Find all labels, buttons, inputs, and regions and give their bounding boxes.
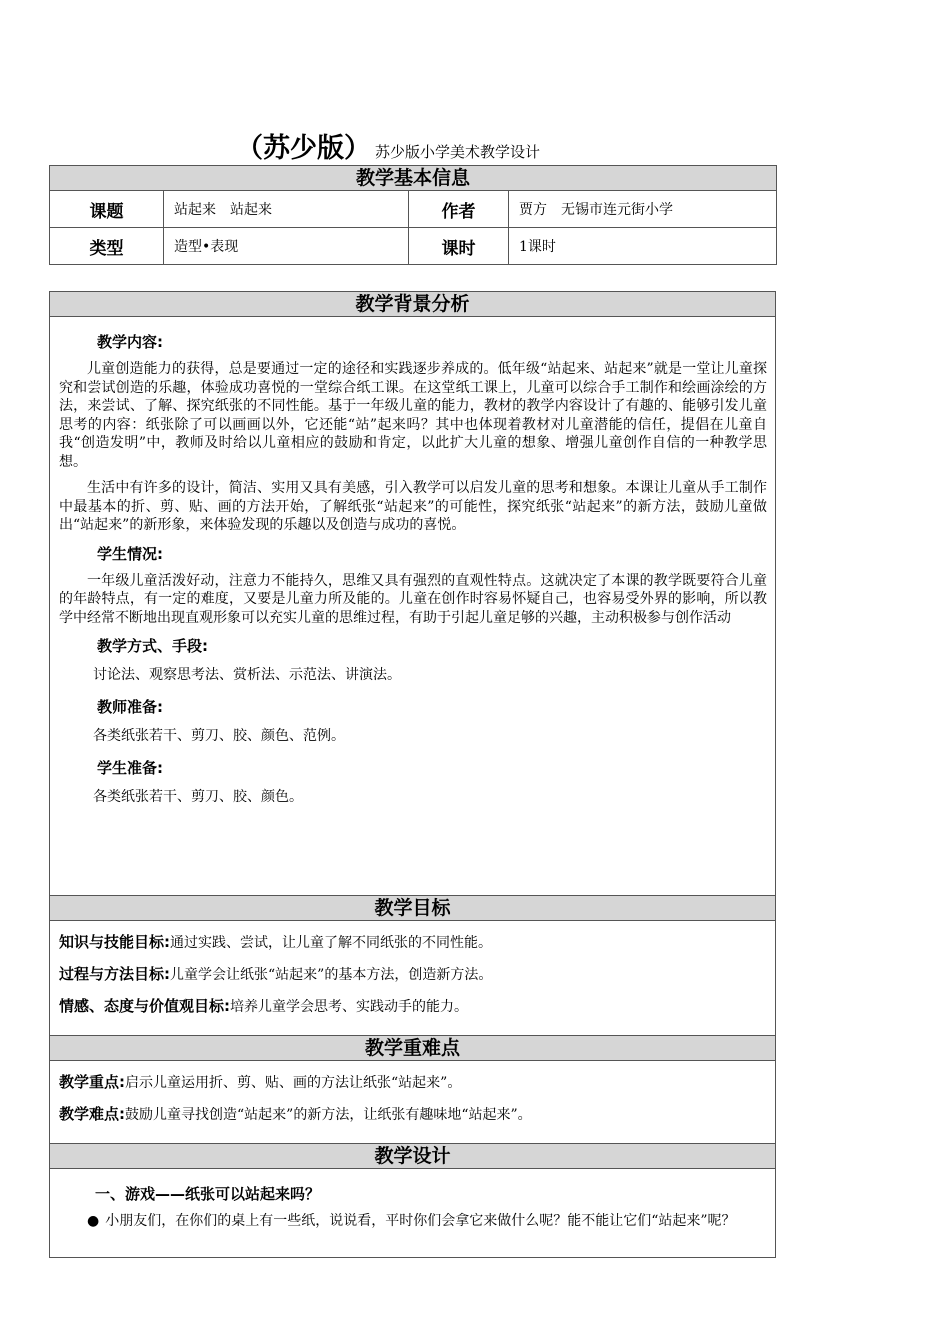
teacher-prep-heading: 教师准备: [97, 698, 163, 716]
key-point [59, 1073, 767, 1092]
design-step-1-heading: 一、游戏——纸张可以站起来吗？ [95, 1185, 321, 1203]
key-point-text: 启示儿童运用折、剪、贴、画的方法让纸张“站起来”。 [125, 1075, 462, 1091]
background-header: 教学背景分析 [50, 292, 776, 317]
goal-knowledge-text: 通过实践、尝试，让儿童了解不同纸张的不同性能。 [170, 935, 492, 951]
title-main: （苏少版） [236, 133, 371, 164]
basic-info-table [49, 165, 777, 265]
goals-header: 教学目标 [50, 896, 776, 921]
type-label: 类型 [50, 228, 164, 265]
students-paragraph: 一年级儿童活泼好动，注意力不能持久，思维又具有强烈的直观性特点。这就决定了本课的教学既要符合儿童的年龄特点，有一定的难度，又要是儿童力所及能的。儿童在创作时容易怀疑自己，也容易受外界的影响，所以教学中经常不断地出现直观形象可以充实儿童的思维过程，有助于引起儿童足够的兴趣，主动积极参与创作活动 [59, 572, 767, 626]
difficult-point-label: 教学难点: [59, 1105, 125, 1123]
difficult-point-text: 鼓励儿童寻找创造“站起来”的新方法，让纸张有趣味地“站起来”。 [125, 1107, 532, 1123]
key-points-header: 教学重难点 [50, 1036, 776, 1061]
methods-text: 讨论法、观察思考法、赏析法、示范法、讲演法。 [93, 667, 401, 683]
goal-process-label: 过程与方法目标: [59, 965, 170, 983]
design-step-1-text [59, 1212, 767, 1231]
type-value: 造型•表现 [164, 228, 409, 265]
goals-section [50, 921, 776, 1036]
student-prep-text: 各类纸张若干、剪刀、胶、颜色。 [93, 789, 303, 805]
goal-knowledge-label: 知识与技能目标: [59, 933, 170, 951]
goal-emotion-label: 情感、态度与价值观目标: [59, 997, 230, 1015]
content-paragraph-1: 儿童创造能力的获得，总是要通过一定的途径和实践逐步养成的。低年级“站起来、站起来”就是一堂让儿童探究和尝试创造的乐趣，体验成功喜悦的一堂综合纸工课。在这堂纸工课上，儿童可以综合手工制作和绘画涂绘的方法，来尝试、了解、探究纸张的不同性能。基于一年级儿童的能力，教材的教学内容设计了有趣的、能够引发儿童思考的内容：纸张除了可以画画以外，它还能“站”起来吗？其中也体现着教材对儿童潜能的信任，提倡在儿童自我“创造发明”中，教师及时给以儿童相应的鼓励和肯定，以此扩大儿童的想象、增强儿童创作自信的一种教学思想。 [59, 361, 767, 470]
methods-heading: 教学方式、手段: [97, 637, 208, 655]
topic-label: 课题 [50, 191, 164, 228]
content-heading: 教学内容: [97, 333, 163, 351]
key-point-label: 教学重点: [59, 1073, 125, 1091]
document-title [236, 126, 540, 165]
author-label: 作者 [409, 191, 509, 228]
title-sub: 苏少版小学美术教学设计 [375, 143, 541, 161]
bullet-icon: ● [87, 1213, 100, 1229]
goal-process-text: 儿童学会让纸张“站起来”的基本方法，创造新方法。 [170, 967, 493, 983]
goal-emotion [59, 997, 767, 1016]
goal-emotion-text: 培养儿童学会思考、实践动手的能力。 [230, 999, 468, 1015]
difficult-point [59, 1105, 767, 1124]
student-prep-heading: 学生准备: [97, 759, 163, 777]
key-points-section [50, 1061, 776, 1144]
content-paragraph-2: 生活中有许多的设计，简洁、实用又具有美感，引入教学可以启发儿童的思考和想象。本课让儿童从手工制作中最基本的折、剪、贴、画的方法开始，了解纸张“站起来”的可能性，探究纸张“站起来”的新方法，鼓励儿童做出“站起来”的新形象，来体验发现的乐趣以及创造与成功的喜悦。 [59, 480, 767, 533]
students-heading: 学生情况: [97, 544, 163, 563]
teacher-prep-text: 各类纸张若干、剪刀、胶、颜色、范例。 [93, 728, 345, 744]
author-value: 贾方 无锡市连元街小学 [509, 191, 777, 228]
hours-label: 课时 [409, 228, 509, 265]
goal-process [59, 965, 767, 984]
goal-knowledge [59, 933, 767, 952]
design-header: 教学设计 [50, 1144, 776, 1169]
hours-value: 1课时 [509, 228, 777, 265]
design-section [50, 1169, 776, 1258]
main-table [49, 291, 776, 1258]
background-section [50, 317, 776, 896]
basic-info-header: 教学基本信息 [50, 166, 777, 191]
topic-value: 站起来 站起来 [164, 191, 409, 228]
design-step-1-body: 小朋友们，在你们的桌上有一些纸，说说看，平时你们会拿它来做什么呢？能不能让它们“站起来”呢？ [105, 1213, 736, 1229]
